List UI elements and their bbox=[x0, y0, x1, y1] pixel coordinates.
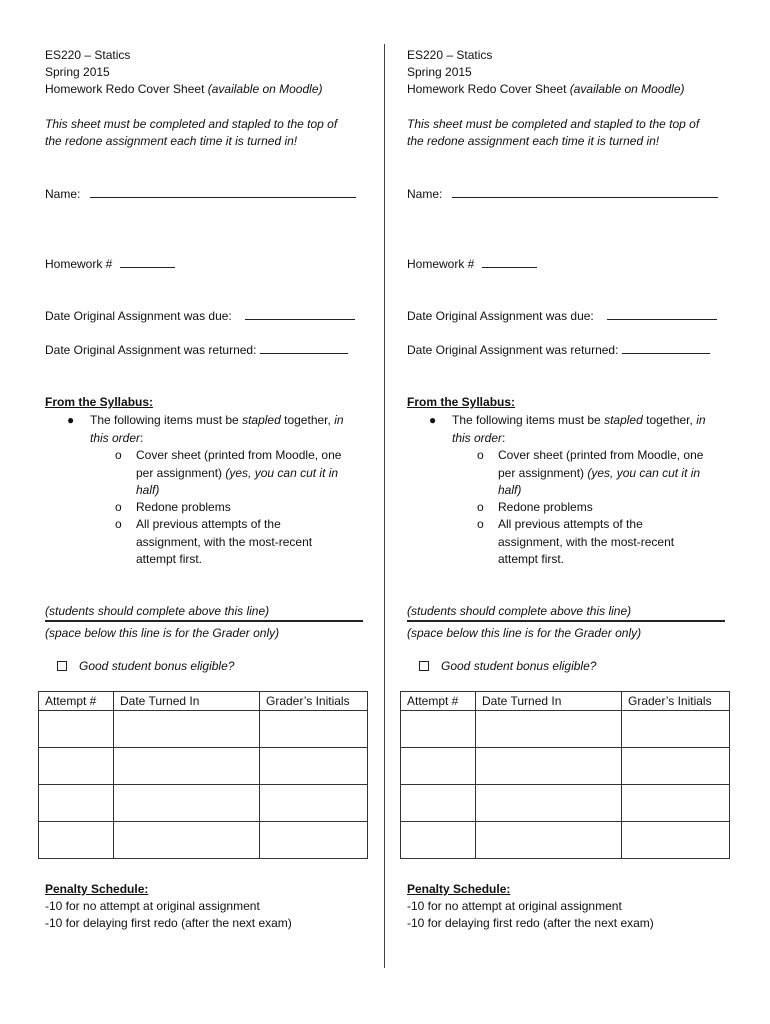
syllabus-intro-colon: : bbox=[140, 430, 144, 445]
student-line-note: (students should complete above this line) bbox=[407, 604, 632, 618]
bonus-label: Good student bonus eligible? bbox=[441, 659, 597, 673]
table-cell[interactable] bbox=[114, 785, 260, 822]
homework-label: Homework # bbox=[45, 257, 113, 271]
syllabus-item-1-text: Cover sheet (printed from Moodle, one per assignment) bbox=[498, 448, 704, 480]
table-row bbox=[39, 748, 368, 785]
table-row bbox=[39, 711, 368, 748]
penalty-heading: Penalty Schedule: bbox=[407, 882, 511, 896]
syllabus-intro-order: in this order bbox=[90, 413, 344, 445]
instruction-line-2: the redone assignment each time it is turned in! bbox=[45, 134, 298, 148]
name-label: Name: bbox=[407, 187, 443, 201]
table-cell[interactable] bbox=[401, 822, 476, 859]
table-cell[interactable] bbox=[476, 711, 622, 748]
sheet-title-note: (available on Moodle) bbox=[569, 82, 685, 96]
bonus-label: Good student bonus eligible? bbox=[79, 659, 235, 673]
table-cell[interactable] bbox=[39, 785, 114, 822]
checkbox-icon[interactable] bbox=[419, 661, 429, 671]
table-row bbox=[401, 711, 730, 748]
syllabus-item-2: Redone problems bbox=[136, 500, 231, 514]
table-cell[interactable] bbox=[476, 822, 622, 859]
syllabus-item-1 bbox=[498, 447, 723, 500]
date-returned-row bbox=[407, 342, 710, 359]
table-cell[interactable] bbox=[39, 822, 114, 859]
date-due-row bbox=[45, 308, 355, 325]
name-row bbox=[407, 186, 718, 203]
header-attempt: Attempt # bbox=[401, 692, 476, 711]
circle-bullet-icon: o bbox=[477, 517, 484, 531]
table-cell[interactable] bbox=[39, 748, 114, 785]
table-row bbox=[401, 822, 730, 859]
table-cell[interactable] bbox=[401, 748, 476, 785]
syllabus-item-3: All previous attempts of the assignment, with the most-recent attempt first. bbox=[498, 517, 675, 566]
penalty-item-1: -10 for no attempt at original assignment bbox=[407, 899, 622, 913]
circle-bullet-icon: o bbox=[477, 500, 484, 514]
bonus-row bbox=[419, 658, 596, 675]
syllabus-intro-order: in this order bbox=[452, 413, 706, 445]
instruction-line-1: This sheet must be completed and stapled to the top of bbox=[45, 117, 338, 131]
name-field[interactable] bbox=[452, 186, 718, 198]
table-cell[interactable] bbox=[114, 711, 260, 748]
table-row bbox=[401, 785, 730, 822]
circle-bullet-icon: o bbox=[115, 448, 122, 462]
name-row bbox=[45, 186, 356, 203]
table-cell[interactable] bbox=[476, 785, 622, 822]
separator-rule bbox=[407, 620, 725, 622]
homework-row bbox=[407, 256, 537, 273]
name-field[interactable] bbox=[90, 186, 356, 198]
table-row bbox=[401, 748, 730, 785]
penalty-item-2: -10 for delaying first redo (after the next exam) bbox=[407, 916, 654, 930]
syllabus-heading: From the Syllabus: bbox=[407, 395, 516, 409]
syllabus-intro-a: The following items must be bbox=[90, 413, 239, 427]
grader-line-note: (space below this line is for the Grader only) bbox=[45, 626, 280, 640]
syllabus-item-3: All previous attempts of the assignment, with the most-recent attempt first. bbox=[136, 517, 313, 566]
circle-bullet-icon: o bbox=[115, 500, 122, 514]
syllabus-intro-c: together, bbox=[284, 413, 331, 427]
sheet-title-note: (available on Moodle) bbox=[207, 82, 323, 96]
table-cell[interactable] bbox=[39, 711, 114, 748]
table-row bbox=[39, 785, 368, 822]
syllabus-intro bbox=[90, 412, 360, 447]
syllabus-item-1 bbox=[136, 447, 361, 500]
syllabus-item-1-note: (yes, you can cut it in half) bbox=[498, 465, 701, 497]
syllabus-intro-a: The following items must be bbox=[452, 413, 601, 427]
date-returned-label: Date Original Assignment was returned: bbox=[45, 343, 257, 357]
grade-table bbox=[38, 691, 368, 859]
table-header-row bbox=[39, 692, 368, 711]
table-cell[interactable] bbox=[401, 711, 476, 748]
date-due-field[interactable] bbox=[607, 308, 717, 320]
syllabus-intro-c: together, bbox=[646, 413, 693, 427]
penalty-heading: Penalty Schedule: bbox=[45, 882, 149, 896]
circle-bullet-icon: o bbox=[477, 448, 484, 462]
circle-bullet-icon: o bbox=[115, 517, 122, 531]
student-line-note: (students should complete above this line) bbox=[45, 604, 270, 618]
table-cell[interactable] bbox=[622, 711, 730, 748]
table-cell[interactable] bbox=[260, 748, 368, 785]
header-date: Date Turned In bbox=[114, 692, 260, 711]
course-title: ES220 – Statics bbox=[45, 48, 131, 62]
bullet-icon: ● bbox=[429, 413, 437, 427]
bonus-row bbox=[57, 658, 234, 675]
syllabus-intro-stapled: stapled bbox=[242, 413, 281, 427]
grade-table bbox=[400, 691, 730, 859]
instruction-line-1: This sheet must be completed and stapled to the top of bbox=[407, 117, 700, 131]
table-cell[interactable] bbox=[622, 785, 730, 822]
term: Spring 2015 bbox=[407, 65, 472, 79]
table-cell[interactable] bbox=[622, 748, 730, 785]
syllabus-item-1-note: (yes, you can cut it in half) bbox=[136, 465, 339, 497]
sheet-title bbox=[45, 81, 322, 98]
table-header-row bbox=[401, 692, 730, 711]
date-due-label: Date Original Assignment was due: bbox=[45, 309, 232, 323]
bullet-icon: ● bbox=[67, 413, 75, 427]
course-title: ES220 – Statics bbox=[407, 48, 493, 62]
table-cell[interactable] bbox=[114, 822, 260, 859]
sheet-title-text: Homework Redo Cover Sheet bbox=[407, 82, 567, 96]
header-initials: Grader’s Initials bbox=[260, 692, 368, 711]
date-returned-label: Date Original Assignment was returned: bbox=[407, 343, 619, 357]
table-cell[interactable] bbox=[622, 822, 730, 859]
syllabus-intro-stapled: stapled bbox=[604, 413, 643, 427]
syllabus-intro bbox=[452, 412, 722, 447]
header-date: Date Turned In bbox=[476, 692, 622, 711]
grader-line-note: (space below this line is for the Grader only) bbox=[407, 626, 642, 640]
header-attempt: Attempt # bbox=[39, 692, 114, 711]
homework-field[interactable] bbox=[120, 256, 175, 268]
date-due-field[interactable] bbox=[245, 308, 355, 320]
syllabus-intro-colon: : bbox=[502, 430, 506, 445]
table-cell[interactable] bbox=[260, 711, 368, 748]
date-due-row bbox=[407, 308, 717, 325]
separator-rule bbox=[45, 620, 363, 622]
table-cell[interactable] bbox=[114, 748, 260, 785]
table-cell[interactable] bbox=[260, 822, 368, 859]
header-initials: Grader’s Initials bbox=[622, 692, 730, 711]
sheet-title bbox=[407, 81, 684, 98]
date-returned-field[interactable] bbox=[622, 342, 710, 354]
penalty-item-1: -10 for no attempt at original assignment bbox=[45, 899, 260, 913]
table-row bbox=[39, 822, 368, 859]
homework-field[interactable] bbox=[482, 256, 537, 268]
date-returned-row bbox=[45, 342, 348, 359]
checkbox-icon[interactable] bbox=[57, 661, 67, 671]
table-cell[interactable] bbox=[401, 785, 476, 822]
date-returned-field[interactable] bbox=[260, 342, 348, 354]
table-cell[interactable] bbox=[476, 748, 622, 785]
date-due-label: Date Original Assignment was due: bbox=[407, 309, 594, 323]
homework-label: Homework # bbox=[407, 257, 475, 271]
instruction-line-2: the redone assignment each time it is turned in! bbox=[407, 134, 660, 148]
name-label: Name: bbox=[45, 187, 81, 201]
sheet-title-text: Homework Redo Cover Sheet bbox=[45, 82, 205, 96]
syllabus-item-1-text: Cover sheet (printed from Moodle, one per assignment) bbox=[136, 448, 342, 480]
syllabus-heading: From the Syllabus: bbox=[45, 395, 154, 409]
page-divider bbox=[384, 44, 385, 968]
table-cell[interactable] bbox=[260, 785, 368, 822]
syllabus-item-2: Redone problems bbox=[498, 500, 593, 514]
homework-row bbox=[45, 256, 175, 273]
term: Spring 2015 bbox=[45, 65, 110, 79]
penalty-item-2: -10 for delaying first redo (after the next exam) bbox=[45, 916, 292, 930]
